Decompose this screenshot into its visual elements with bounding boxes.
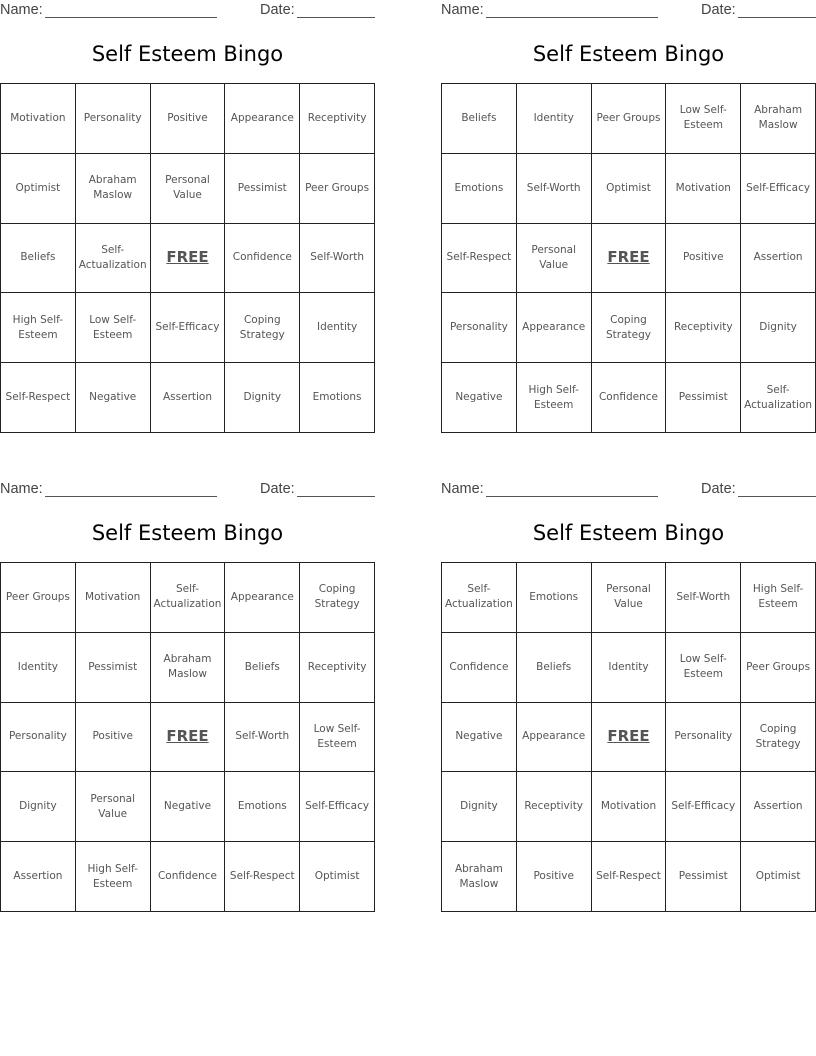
card-title: Self Esteem Bingo <box>91 42 284 66</box>
name-label: Name: <box>0 2 43 18</box>
bingo-cell: Identity <box>517 84 592 154</box>
name-date-header <box>0 481 375 499</box>
bingo-cell: Self-Actualization <box>741 363 816 433</box>
name-date-header <box>0 2 375 20</box>
bingo-cell: Peer Groups <box>741 633 816 703</box>
bingo-cell: Confidence <box>592 363 667 433</box>
bingo-cell: Negative <box>76 363 151 433</box>
bingo-cell: Appearance <box>517 293 592 363</box>
bingo-cell: Positive <box>151 84 226 154</box>
bingo-grid <box>441 562 816 912</box>
bingo-cell: Assertion <box>1 842 76 912</box>
card-title: Self Esteem Bingo <box>91 521 284 545</box>
bingo-cell: High Self-Esteem <box>76 842 151 912</box>
bingo-cell: Positive <box>666 224 741 294</box>
bingo-cell: Self-Efficacy <box>151 293 226 363</box>
bingo-cell: Self-Respect <box>1 363 76 433</box>
bingo-cell: Coping Strategy <box>225 293 300 363</box>
bingo-cell: Coping Strategy <box>592 293 667 363</box>
bingo-cell: Personality <box>1 703 76 773</box>
bingo-cell: High Self-Esteem <box>517 363 592 433</box>
bingo-grid <box>441 83 816 433</box>
bingo-cell: Low Self-Esteem <box>300 703 375 773</box>
name-label: Name: <box>441 481 484 497</box>
bingo-cell: Receptivity <box>300 633 375 703</box>
bingo-cell: Self-Respect <box>442 224 517 294</box>
date-label: Date: <box>260 2 295 18</box>
name-label: Name: <box>0 481 43 497</box>
bingo-cell: Dignity <box>741 293 816 363</box>
name-blank-line[interactable] <box>45 496 217 497</box>
bingo-card <box>441 479 816 919</box>
bingo-cell: Personal Value <box>592 563 667 633</box>
bingo-cell: High Self-Esteem <box>741 563 816 633</box>
date-label: Date: <box>260 481 295 497</box>
bingo-cell: Coping Strategy <box>741 703 816 773</box>
bingo-cell: Optimist <box>741 842 816 912</box>
bingo-cell: Emotions <box>300 363 375 433</box>
bingo-cell: Motivation <box>666 154 741 224</box>
free-space-cell: FREE <box>151 703 226 773</box>
bingo-cell: Low Self-Esteem <box>666 633 741 703</box>
bingo-cell: Self-Worth <box>225 703 300 773</box>
date-blank-line[interactable] <box>738 496 816 497</box>
bingo-cell: Beliefs <box>1 224 76 294</box>
bingo-cell: Receptivity <box>300 84 375 154</box>
name-label: Name: <box>441 2 484 18</box>
bingo-cell: Assertion <box>151 363 226 433</box>
bingo-cell: Self-Actualization <box>442 563 517 633</box>
bingo-cell: Appearance <box>225 84 300 154</box>
bingo-cell: Motivation <box>1 84 76 154</box>
bingo-cell: Personal Value <box>151 154 226 224</box>
bingo-cell: Self-Respect <box>592 842 667 912</box>
bingo-cell: Identity <box>592 633 667 703</box>
bingo-cell: Beliefs <box>442 84 517 154</box>
bingo-cell: Confidence <box>225 224 300 294</box>
bingo-cell: Self-Worth <box>517 154 592 224</box>
bingo-cell: Appearance <box>225 563 300 633</box>
name-blank-line[interactable] <box>45 17 217 18</box>
bingo-cell: High Self-Esteem <box>1 293 76 363</box>
bingo-cell: Emotions <box>225 772 300 842</box>
bingo-cell: Receptivity <box>666 293 741 363</box>
bingo-cell: Motivation <box>592 772 667 842</box>
bingo-cell: Self-Worth <box>666 563 741 633</box>
bingo-cell: Emotions <box>517 563 592 633</box>
bingo-cell: Pessimist <box>666 363 741 433</box>
bingo-cell: Assertion <box>741 224 816 294</box>
bingo-cell: Self-Respect <box>225 842 300 912</box>
bingo-cell: Low Self-Esteem <box>666 84 741 154</box>
bingo-cell: Abraham Maslow <box>442 842 517 912</box>
date-label: Date: <box>701 481 736 497</box>
card-title: Self Esteem Bingo <box>532 42 725 66</box>
bingo-cell: Emotions <box>442 154 517 224</box>
bingo-cell: Positive <box>517 842 592 912</box>
bingo-card <box>0 479 375 919</box>
bingo-cell: Self-Actualization <box>151 563 226 633</box>
bingo-cell: Identity <box>1 633 76 703</box>
name-date-header <box>441 481 816 499</box>
bingo-cell: Motivation <box>76 563 151 633</box>
date-blank-line[interactable] <box>297 496 375 497</box>
bingo-cell: Optimist <box>592 154 667 224</box>
bingo-cell: Self-Efficacy <box>741 154 816 224</box>
bingo-cell: Dignity <box>225 363 300 433</box>
bingo-cell: Personal Value <box>517 224 592 294</box>
bingo-cell: Self-Worth <box>300 224 375 294</box>
bingo-cell: Optimist <box>1 154 76 224</box>
bingo-cell: Personality <box>442 293 517 363</box>
bingo-cell: Receptivity <box>517 772 592 842</box>
bingo-cell: Coping Strategy <box>300 563 375 633</box>
free-space-cell: FREE <box>151 224 226 294</box>
bingo-cell: Personality <box>76 84 151 154</box>
bingo-cell: Pessimist <box>666 842 741 912</box>
bingo-card <box>441 0 816 440</box>
bingo-cell: Self-Actualization <box>76 224 151 294</box>
bingo-cell: Abraham Maslow <box>151 633 226 703</box>
bingo-cell: Confidence <box>442 633 517 703</box>
bingo-cell: Confidence <box>151 842 226 912</box>
bingo-cell: Positive <box>76 703 151 773</box>
bingo-cell: Dignity <box>442 772 517 842</box>
bingo-cell: Optimist <box>300 842 375 912</box>
bingo-cell: Abraham Maslow <box>741 84 816 154</box>
bingo-cell: Pessimist <box>225 154 300 224</box>
bingo-cell: Peer Groups <box>592 84 667 154</box>
bingo-cell: Identity <box>300 293 375 363</box>
name-blank-line[interactable] <box>486 496 658 497</box>
date-blank-line[interactable] <box>738 17 816 18</box>
bingo-cell: Beliefs <box>225 633 300 703</box>
bingo-cell: Abraham Maslow <box>76 154 151 224</box>
bingo-cell: Personality <box>666 703 741 773</box>
free-space-cell: FREE <box>592 224 667 294</box>
bingo-cell: Negative <box>442 363 517 433</box>
bingo-cell: Peer Groups <box>1 563 76 633</box>
bingo-cell: Peer Groups <box>300 154 375 224</box>
bingo-card <box>0 0 375 440</box>
bingo-grid <box>0 83 375 433</box>
date-label: Date: <box>701 2 736 18</box>
bingo-cell: Personal Value <box>76 772 151 842</box>
bingo-grid <box>0 562 375 912</box>
bingo-cell: Negative <box>442 703 517 773</box>
name-blank-line[interactable] <box>486 17 658 18</box>
free-space-cell: FREE <box>592 703 667 773</box>
name-date-header <box>441 2 816 20</box>
bingo-cell: Pessimist <box>76 633 151 703</box>
date-blank-line[interactable] <box>297 17 375 18</box>
bingo-cell: Negative <box>151 772 226 842</box>
bingo-cell: Low Self-Esteem <box>76 293 151 363</box>
bingo-cell: Self-Efficacy <box>300 772 375 842</box>
bingo-cell: Appearance <box>517 703 592 773</box>
bingo-cell: Dignity <box>1 772 76 842</box>
bingo-cell: Self-Efficacy <box>666 772 741 842</box>
card-title: Self Esteem Bingo <box>532 521 725 545</box>
bingo-cell: Beliefs <box>517 633 592 703</box>
bingo-cell: Assertion <box>741 772 816 842</box>
